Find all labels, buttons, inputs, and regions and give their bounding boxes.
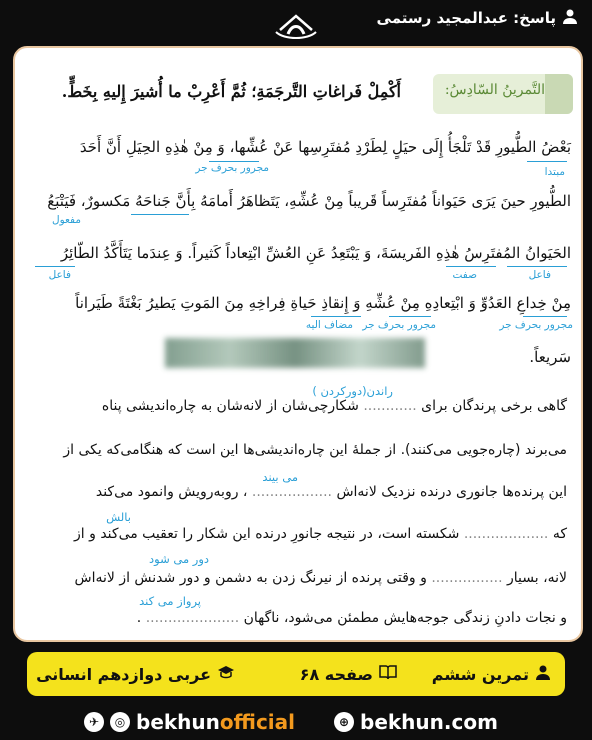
answer-3: می بیند [262, 470, 298, 484]
user-icon [562, 8, 578, 28]
annotation-fael-2: فاعل [48, 269, 71, 281]
persian-line-1 [102, 398, 567, 414]
underline-fael-1 [507, 266, 567, 267]
arabic-line-4: مِنْ خِداعِ العَدُوِّ وَ ابْتِعادِهِ مِنْ عُشِّهِ وَ إِنقاذِ حَياةِ فِراخِهِ مِنَ المَوتِ يَطيرُ بَغْتَةً طَيَراناً [75, 294, 571, 312]
blank-3: .................. [251, 484, 332, 500]
underline-fael-2 [35, 266, 75, 267]
annotation-sefat: صفت [452, 269, 477, 281]
info-exercise-label: تمرین ششم [431, 664, 529, 684]
answer-author [377, 8, 578, 28]
underline-mozaf-elayh [311, 316, 361, 317]
annotation-majrur-2: مجرور بحرف جر [362, 319, 436, 331]
answer-1: راندن(دورکردن ) [312, 384, 393, 398]
persian-line-5-before: لانه، بسیار [502, 570, 567, 586]
blank-1: ............ [363, 398, 417, 414]
annotation-fael-1: فاعل [528, 269, 551, 281]
info-book [36, 664, 235, 684]
persian-line-4-after: شکسته است، در نتیجه جانورِ درنده این شکار را تعقیب می‌کند و از [74, 526, 464, 542]
underline-majrur-3 [523, 316, 567, 317]
blank-5: ................ [431, 570, 503, 586]
persian-line-6-after: . [136, 610, 146, 626]
persian-line-2: می‌برند (چاره‌جویی می‌کنند). از جملهٔ این چاره‌اندیشی‌ها این است که هنگامی‌که یکی از [63, 442, 567, 458]
blurred-watermark [165, 338, 425, 368]
persian-line-4 [74, 526, 567, 542]
handle-prefix: bekhun [136, 710, 220, 734]
exercise-card [13, 46, 583, 642]
annotation-mobtada: مبتدا [544, 166, 565, 178]
instagram-icon: ◎ [110, 712, 130, 732]
answer-5: دور می شود [149, 552, 209, 566]
info-bar [27, 652, 565, 696]
underline-maful [131, 214, 189, 215]
info-page [300, 664, 397, 684]
info-book-label: عربی دوازدهم انسانی [36, 664, 211, 684]
website-link[interactable] [334, 710, 498, 734]
info-page-label: صفحه ۶۸ [299, 664, 373, 684]
globe-icon: ⊕ [334, 712, 354, 732]
persian-line-3 [96, 484, 567, 500]
arabic-line-1: بَعْضُ الطُّيورِ قَدْ تَلْجَأُ إِلَى حيَلٍ لِطَرْدِ مُفتَرِسِها عَنْ عُشِّها، وَ مِنْ هٰذِهِ الحِيَلِ أَنَّ أَحَدَ [79, 138, 571, 156]
persian-line-1-after: شکارچی‌شان از لانه‌شان به چاره‌اندیشی پناه [101, 398, 364, 414]
info-exercise [432, 664, 551, 684]
annotation-mozaf-elayh: مضاف الیه [305, 319, 353, 331]
arabic-line-3: الحَيَوانُ المُفتَرِسُ هٰذِهِ الفَريسَةَ، وَ يَبْتَعِدُ عَنِ العُشِّ ابْتِعاداً كَثيراً. وَ عِندَما يَتَأَكَّدُ الطّائِرُ [60, 244, 571, 262]
persian-line-5 [75, 570, 568, 586]
annotation-majrur-3: مجرور بحرف جر [499, 319, 573, 331]
persian-line-6 [137, 610, 567, 626]
answer-6: پرواز می کند [139, 594, 201, 608]
underline-mobtada [527, 161, 567, 162]
blank-6: ..................... [145, 610, 240, 626]
arabic-line-5: سَريعاً. [529, 348, 571, 366]
blank-4: ................... [463, 526, 549, 542]
user-icon [535, 664, 551, 684]
answer-4: بالش [106, 510, 131, 524]
persian-line-4-before: که [548, 526, 567, 542]
telegram-icon: ✈ [84, 712, 104, 732]
underline-majrur-2 [389, 316, 431, 317]
persian-line-5-after: و وقتی پرنده از نیرنگ زدن به دشمن و دور شدنش از لانه‌اش [74, 570, 432, 586]
social-handle[interactable] [84, 710, 295, 734]
website-label: bekhun.com [360, 710, 498, 734]
arabic-line-2: الطُّيورِ حينَ يَرَى حَيَواناً مُفتَرِساً قَريباً مِنْ عُشِّهِ، يَتَظاهَرُ أَمامَهُ بِأَنَّ جَناحَهُ مَكسورٌ، فَيَتْبَعُ [47, 192, 571, 210]
persian-line-6-before: و نجات دادنِ زندگی جوجه‌هایش مطمئن می‌شود، ناگهان [239, 610, 567, 626]
exercise-instruction: أَکْمِلْ فَراغاتِ التَّرجَمَةِ؛ ثُمَّ أَعْرِبْ ما أُشیرَ إِلیهِ بِخَطٍّ. [61, 82, 401, 101]
answer-author-label: پاسخ: عبدالمجید رستمی [376, 9, 556, 27]
footer [0, 706, 592, 740]
bekhun-logo [270, 10, 322, 50]
annotation-maful: مفعول [51, 214, 81, 226]
persian-line-3-after: ، روبه‌رویش وانمود می‌کند [95, 484, 252, 500]
persian-line-1-before: گاهی برخی پرندگان برای [416, 398, 567, 414]
ornament-icon [545, 74, 573, 114]
underline-sefat [446, 266, 496, 267]
persian-line-3-before: این پرنده‌ها جانوری درنده نزدیک لانه‌اش [332, 484, 567, 500]
handle-suffix: official [219, 710, 296, 734]
annotation-majrur-1: مجرور بحرف جر [195, 162, 269, 174]
graduation-cap-icon [217, 664, 235, 684]
exercise-label: التَّمرینُ السّادِسُ: [444, 82, 545, 98]
book-open-icon [379, 664, 397, 684]
